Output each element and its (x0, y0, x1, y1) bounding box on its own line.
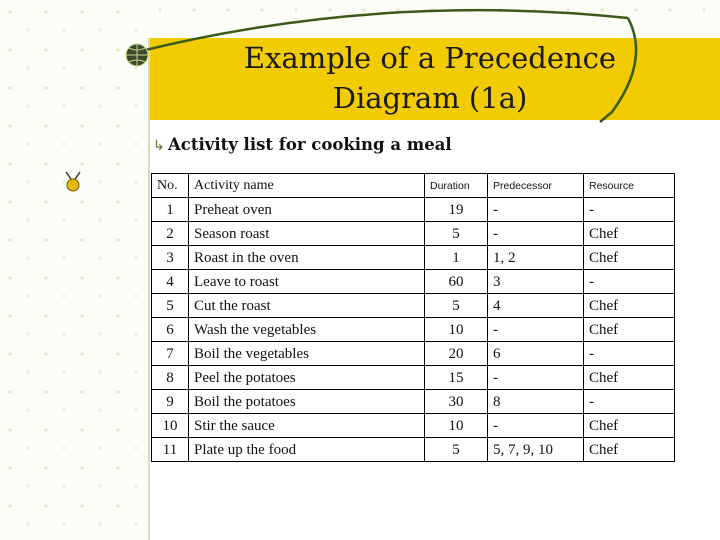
title-line-1: Example of a Precedence (243, 41, 617, 75)
cell-duration: 5 (425, 438, 488, 462)
cell-predecessor: - (488, 198, 584, 222)
cell-no: 7 (152, 342, 189, 366)
cell-predecessor: - (488, 222, 584, 246)
cell-resource: - (584, 198, 675, 222)
table-row (152, 342, 675, 366)
cell-duration: 5 (425, 222, 488, 246)
cell-no: 2 (152, 222, 189, 246)
header-predecessor: Predecessor (488, 174, 584, 198)
table-header-row (152, 174, 675, 198)
cell-resource: Chef (584, 222, 675, 246)
cell-resource: Chef (584, 438, 675, 462)
cell-no: 4 (152, 270, 189, 294)
table-row (152, 438, 675, 462)
cell-resource: Chef (584, 318, 675, 342)
cell-resource: Chef (584, 414, 675, 438)
cell-resource: Chef (584, 294, 675, 318)
cell-activity: Roast in the oven (189, 246, 425, 270)
cell-no: 8 (152, 366, 189, 390)
small-bullet-icon (62, 170, 84, 194)
subtitle-arrow-icon: ↳ (153, 138, 165, 154)
cell-activity: Stir the sauce (189, 414, 425, 438)
cell-activity: Preheat oven (189, 198, 425, 222)
cell-no: 3 (152, 246, 189, 270)
cell-no: 10 (152, 414, 189, 438)
header-activity: Activity name (189, 174, 425, 198)
cell-activity: Boil the vegetables (189, 342, 425, 366)
cell-activity: Cut the roast (189, 294, 425, 318)
cell-resource: Chef (584, 246, 675, 270)
cell-duration: 10 (425, 318, 488, 342)
cell-resource: Chef (584, 366, 675, 390)
table-row (152, 222, 675, 246)
table-row (152, 246, 675, 270)
cell-no: 1 (152, 198, 189, 222)
cell-predecessor: 8 (488, 390, 584, 414)
cell-predecessor: - (488, 318, 584, 342)
cell-no: 9 (152, 390, 189, 414)
cell-no: 11 (152, 438, 189, 462)
cell-duration: 30 (425, 390, 488, 414)
cell-predecessor: - (488, 366, 584, 390)
cell-activity: Wash the vegetables (189, 318, 425, 342)
cell-duration: 19 (425, 198, 488, 222)
table-row (152, 270, 675, 294)
cell-predecessor: 3 (488, 270, 584, 294)
cell-activity: Leave to roast (189, 270, 425, 294)
table-row (152, 366, 675, 390)
cell-no: 6 (152, 318, 189, 342)
cell-activity: Boil the potatoes (189, 390, 425, 414)
cell-duration: 10 (425, 414, 488, 438)
cell-predecessor: - (488, 414, 584, 438)
table-row (152, 294, 675, 318)
cell-predecessor: 4 (488, 294, 584, 318)
table-row (152, 414, 675, 438)
subtitle: Activity list for cooking a meal (168, 135, 452, 154)
cell-duration: 5 (425, 294, 488, 318)
slide-title (200, 38, 660, 118)
title-line-2: Diagram (1a) (332, 81, 528, 115)
cell-activity: Season roast (189, 222, 425, 246)
table-row (152, 390, 675, 414)
activity-table (151, 173, 675, 462)
cell-duration: 60 (425, 270, 488, 294)
globe-bullet-icon (124, 42, 150, 68)
cell-predecessor: 5, 7, 9, 10 (488, 438, 584, 462)
table-row (152, 198, 675, 222)
cell-duration: 15 (425, 366, 488, 390)
cell-predecessor: 1, 2 (488, 246, 584, 270)
header-duration: Duration (425, 174, 488, 198)
cell-predecessor: 6 (488, 342, 584, 366)
cell-no: 5 (152, 294, 189, 318)
cell-activity: Plate up the food (189, 438, 425, 462)
cell-resource: - (584, 270, 675, 294)
cell-resource: - (584, 342, 675, 366)
header-no: No. (152, 174, 189, 198)
cell-resource: - (584, 390, 675, 414)
cell-duration: 1 (425, 246, 488, 270)
table-row (152, 318, 675, 342)
header-resource: Resource (584, 174, 675, 198)
cell-activity: Peel the potatoes (189, 366, 425, 390)
cell-duration: 20 (425, 342, 488, 366)
